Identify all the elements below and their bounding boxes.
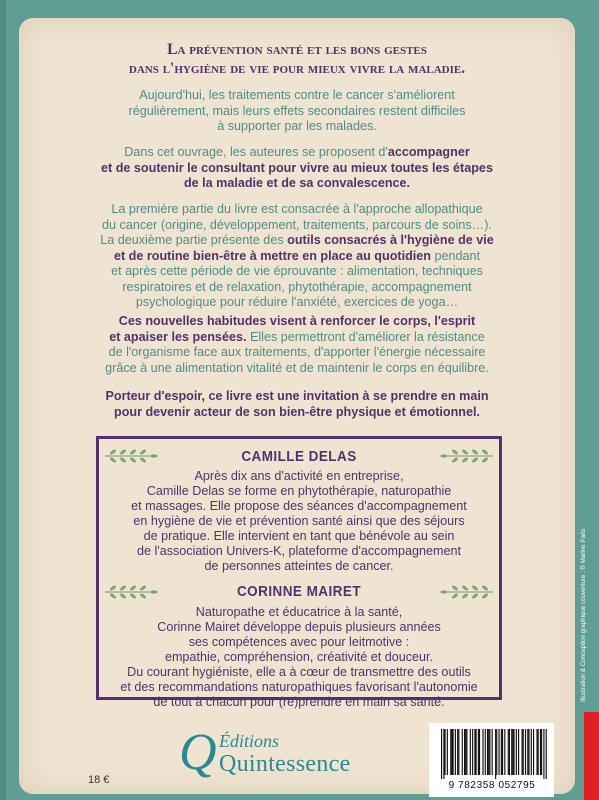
barcode-bar bbox=[508, 729, 509, 775]
publisher-editions: Éditions bbox=[219, 731, 280, 751]
barcode-bar bbox=[496, 729, 497, 775]
back-cover-panel bbox=[19, 18, 575, 794]
barcode-bar bbox=[472, 729, 473, 775]
text-line: de l'organisme face aux traitements, d'apporter l'énergie nécessaire bbox=[108, 345, 486, 359]
publisher-logo bbox=[179, 725, 379, 787]
barcode-bar bbox=[492, 729, 493, 775]
author-name-2: CORINNE MAIRET bbox=[236, 583, 362, 600]
barcode-bar bbox=[458, 729, 459, 775]
barcode-bar bbox=[451, 729, 452, 775]
text-span: La deuxième partie présente des bbox=[100, 233, 288, 247]
text-span: pendant bbox=[430, 248, 481, 263]
barcode-bar bbox=[533, 729, 534, 775]
text-line: régulièrement, mais leurs effets secondaires restent difficiles bbox=[128, 103, 466, 118]
barcode-bar bbox=[441, 729, 442, 779]
text-line: à supporter par les malades. bbox=[217, 119, 377, 133]
text-line: et des recommandations naturopathiques favorisant l'autonomie bbox=[120, 680, 478, 694]
text-line bbox=[59, 330, 535, 346]
barcode-bar bbox=[450, 729, 451, 775]
barcode bbox=[429, 723, 554, 797]
barcode-bar bbox=[509, 729, 510, 775]
text-line bbox=[59, 249, 535, 265]
author-bio-2 bbox=[105, 605, 493, 710]
paragraph-2 bbox=[59, 145, 535, 192]
barcode-bar bbox=[546, 729, 547, 779]
barcode-bar bbox=[495, 729, 496, 779]
text-line: du cancer (origine, développement, traitements, parcours de soins…). bbox=[102, 217, 492, 232]
text-line: La première partie du livre est consacrée à l'approche allopathique bbox=[111, 202, 483, 216]
text-line: Aujourd'hui, les traitements contre le cancer s'améliorent bbox=[139, 88, 455, 102]
text-line: empathie, compréhension, créativité et douceur. bbox=[164, 650, 434, 664]
barcode-bar bbox=[527, 729, 528, 775]
text-line: et après cette période de vie éprouvante : alimentation, techniques bbox=[111, 264, 483, 278]
barcode-bar bbox=[504, 729, 505, 775]
text-line: Du courant hygiéniste, elle a à cœur de transmettre des outils bbox=[127, 665, 471, 679]
text-line: de pratique. Elle intervient en tant que bénévole au sein bbox=[143, 529, 455, 543]
barcode-bar bbox=[543, 729, 544, 779]
text-line: en hygiène de vie et prévention santé ainsi que des séjours bbox=[133, 514, 465, 528]
barcode-bar bbox=[525, 729, 526, 775]
cover-edge bbox=[0, 0, 6, 800]
barcode-bar bbox=[470, 729, 471, 775]
barcode-bar bbox=[489, 729, 490, 775]
text-line: ses compétences avec pour leitmotive : bbox=[188, 635, 410, 649]
barcode-bar bbox=[512, 729, 513, 775]
barcode-bar bbox=[447, 729, 448, 775]
intro-line-1: La prévention santé et les bons gestes bbox=[167, 41, 427, 58]
text-line-bold: de la maladie et de sa convalescence. bbox=[183, 176, 411, 190]
barcode-bar bbox=[443, 729, 444, 779]
publisher-name: Quintessence bbox=[219, 751, 351, 777]
paragraph-5 bbox=[59, 389, 535, 420]
intro-line-2: dans l'hygiène de vie pour mieux vivre la maladie. bbox=[128, 60, 466, 77]
publisher-logo-initial: Q bbox=[179, 724, 217, 781]
paragraph-4 bbox=[59, 314, 535, 376]
barcode-bar bbox=[485, 729, 486, 775]
barcode-bar bbox=[474, 729, 475, 775]
author-bio-1 bbox=[105, 469, 493, 574]
text-line: et massages. Elle propose des séances d'accompagnement bbox=[131, 499, 467, 513]
barcode-bar bbox=[444, 729, 445, 775]
barcode-bar bbox=[513, 729, 514, 775]
text-span-bold: et de routine bien-être à mettre en place au quotidien bbox=[113, 248, 431, 263]
barcode-bar bbox=[523, 729, 524, 775]
text-span: Dans cet ouvrage, les auteures se proposent d' bbox=[124, 145, 388, 159]
barcode-bar bbox=[488, 729, 489, 775]
cover-credit: Illustration & Conception graphique couverture : © Marine Paris bbox=[580, 528, 587, 702]
text-line-bold: Ces nouvelles habitudes visent à renforcer le corps, l'esprit bbox=[118, 314, 476, 328]
text-line: Naturopathe et éducatrice à la santé, bbox=[195, 605, 403, 619]
text-line: grâce à une alimentation vitalité et de maintenir le corps en équilibre. bbox=[105, 360, 489, 375]
text-line: de tout à chacun pour (re)prendre en main sa santé. bbox=[153, 695, 445, 709]
barcode-bar bbox=[511, 729, 512, 775]
barcode-bar bbox=[457, 729, 458, 775]
barcode-bar bbox=[528, 729, 529, 775]
barcode-bar bbox=[518, 729, 519, 775]
barcode-bar bbox=[478, 729, 479, 775]
barcode-bars bbox=[429, 723, 554, 781]
text-line-bold: Porteur d'espoir, ce livre est une invitation à se prendre en main bbox=[105, 389, 489, 403]
barcode-bar bbox=[466, 729, 467, 775]
barcode-bar bbox=[502, 729, 503, 775]
author-name-1: CAMILLE DELAS bbox=[241, 448, 357, 465]
text-span-bold: outils consacrés à l'hygiène de vie bbox=[287, 233, 494, 247]
text-line-bold: et de soutenir le consultant pour vivre au mieux toutes les étapes bbox=[101, 160, 493, 175]
barcode-bar bbox=[536, 729, 537, 775]
text-span-bold: accompagner bbox=[387, 145, 470, 159]
barcode-bar bbox=[453, 729, 454, 775]
barcode-bar bbox=[499, 729, 500, 775]
price: 18 € bbox=[88, 774, 110, 786]
text-span-bold: et apaiser les pensées. bbox=[109, 329, 247, 344]
barcode-bar bbox=[482, 729, 483, 775]
barcode-bar bbox=[540, 729, 541, 775]
text-span: Elles permettront d'améliorer la résistance bbox=[246, 329, 485, 344]
barcode-bar bbox=[479, 729, 480, 775]
barcode-bar bbox=[462, 729, 463, 775]
barcode-bar bbox=[487, 729, 488, 775]
barcode-bar bbox=[522, 729, 523, 775]
text-line bbox=[59, 233, 535, 249]
barcode-bar bbox=[455, 729, 456, 775]
barcode-bar bbox=[476, 729, 477, 775]
text-line: psychologique pour réduire l'anxiété, exercices de yoga… bbox=[135, 295, 459, 309]
barcode-bar bbox=[531, 729, 532, 775]
barcode-bar bbox=[465, 729, 466, 775]
paragraph-1 bbox=[59, 88, 535, 135]
paragraph-3 bbox=[59, 202, 535, 311]
intro-heading bbox=[19, 40, 575, 78]
barcode-bar bbox=[516, 729, 517, 775]
text-line-bold: pour devenir acteur de son bien-être physique et émotionnel. bbox=[114, 404, 480, 419]
text-line: de l'association Univers-K, plateforme d'accompagnement bbox=[136, 544, 461, 558]
barcode-bar bbox=[501, 729, 502, 775]
text-line: respiratoires et de relaxation, phytothérapie, accompagnement bbox=[122, 279, 472, 294]
barcode-bar bbox=[464, 729, 465, 775]
authors-box bbox=[96, 436, 502, 709]
text-line: Corinne Mairet développe depuis plusieurs années bbox=[157, 620, 441, 634]
isbn-number: 9 782358 052795 bbox=[448, 780, 536, 791]
red-tab bbox=[584, 712, 599, 800]
text-line bbox=[59, 145, 535, 161]
barcode-bar bbox=[541, 729, 542, 775]
text-line: Camille Delas se forme en phytothérapie, naturopathie bbox=[146, 484, 452, 498]
barcode-bar bbox=[538, 729, 539, 775]
text-line: de personnes atteintes de cancer. bbox=[204, 559, 394, 573]
text-line: Après dix ans d'activité en entreprise, bbox=[194, 469, 404, 483]
